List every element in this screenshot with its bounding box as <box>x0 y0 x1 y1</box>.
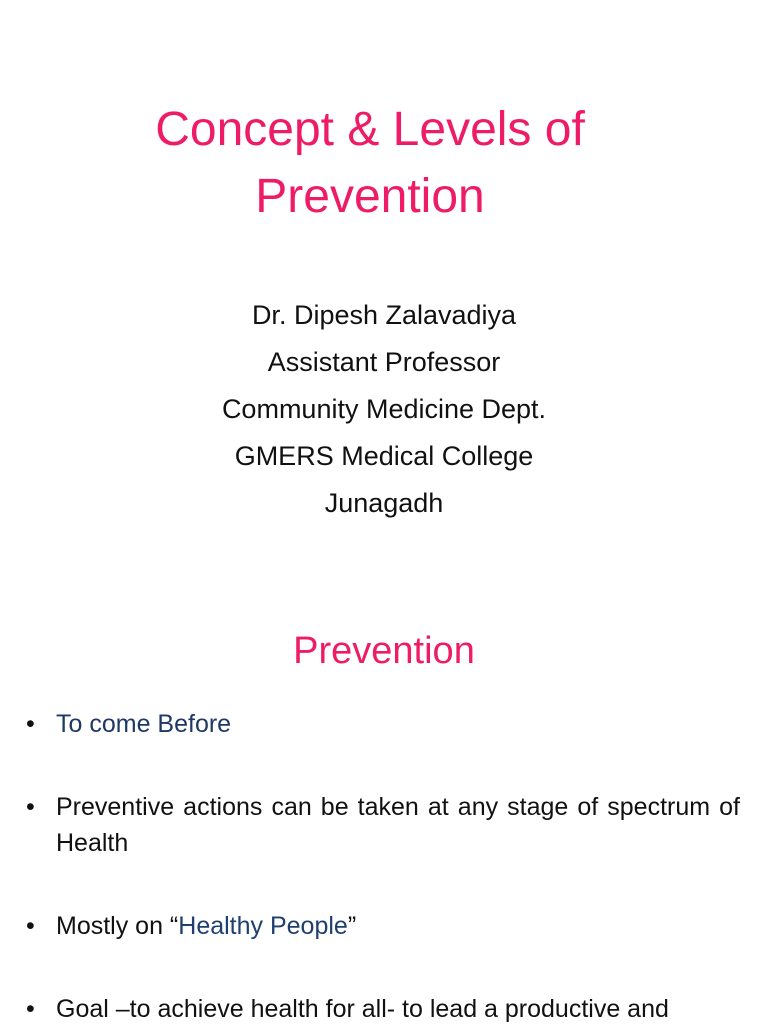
bullet-text-prefix: Mostly on “ <box>56 912 179 940</box>
bullet-item <box>26 789 740 861</box>
bullet-item <box>26 706 740 742</box>
bullet-dot-icon: • <box>26 793 35 821</box>
slide-title-line-2: Prevention <box>255 170 485 223</box>
slide-title-line-1: Concept & Levels of <box>155 103 585 156</box>
bullet-item <box>26 991 740 1024</box>
author-info <box>0 292 768 527</box>
bullet-list <box>26 706 740 1024</box>
bullet-text: Preventive actions can be taken at any stage of spectrum of Health <box>56 793 740 857</box>
bullet-dot-icon: • <box>26 995 35 1023</box>
author-name: Dr. Dipesh Zalavadiya <box>251 300 517 330</box>
author-position: Assistant Professor <box>267 347 501 377</box>
bullet-dot-icon: • <box>26 710 35 738</box>
author-department: Community Medicine Dept. <box>221 394 547 424</box>
bullet-item <box>26 908 740 944</box>
bullet-dot-icon: • <box>26 912 35 940</box>
bullet-text-suffix: ” <box>347 912 357 940</box>
author-institution: GMERS Medical College <box>234 441 534 471</box>
bullet-text: Goal –to achieve health for all- to lead a productive and <box>56 995 669 1023</box>
section-heading: Prevention <box>293 630 475 672</box>
bullet-text-highlight: Healthy People <box>178 912 348 940</box>
bullet-text: To come Before <box>56 710 232 738</box>
author-city: Junagadh <box>324 488 444 518</box>
slide-title <box>60 96 680 230</box>
